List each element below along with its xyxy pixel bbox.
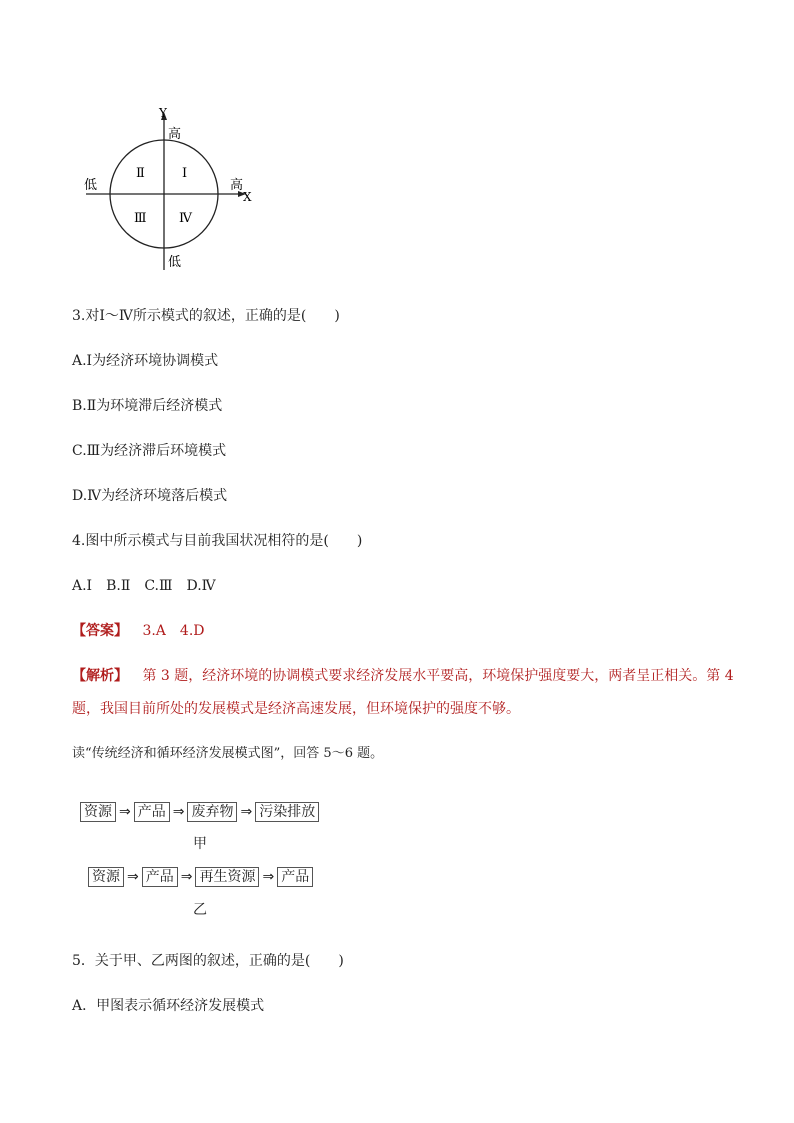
x-axis-label: X <box>243 190 252 204</box>
x-high-label: 高 <box>230 178 244 193</box>
answer-tag: 【答案】 <box>72 623 128 639</box>
flow-yi-caption: 乙 <box>193 902 207 918</box>
flow-jia-caption: 甲 <box>193 836 207 852</box>
section-intro: 读“传统经济和循环经济发展模式图”，回答 5～6 题。 <box>72 746 384 761</box>
analysis-line-1 <box>72 666 734 686</box>
analysis-line-2: 题，我国目前所处的发展模式是经济高速发展，但环境保护的强度不够。 <box>72 701 520 717</box>
quadrant-3-label: Ⅲ <box>134 211 147 226</box>
x-low-label: 低 <box>84 178 98 193</box>
quadrant-2-label: Ⅱ <box>136 166 145 181</box>
y-high-label: 高 <box>168 127 182 142</box>
quadrant-diagram <box>80 100 270 280</box>
flow-yi-arrow-2: ⇒ <box>180 869 193 885</box>
flow-jia-arrow-2: ⇒ <box>172 804 185 820</box>
analysis-text-1: 第 3 题，经济环境的协调模式要求经济发展水平要高，环境保护强度要大，两者呈正相关。第 4 <box>142 668 734 684</box>
question-4-stem: 4.图中所示模式与目前我国状况相符的是( ) <box>72 533 363 549</box>
question-3-option-c: C.Ⅲ为经济滞后环境模式 <box>72 443 227 459</box>
quadrant-4-label: Ⅳ <box>179 211 192 226</box>
flow-jia-box-3: 废弃物 <box>187 802 237 822</box>
flow-yi-box-2: 产品 <box>142 867 178 887</box>
flow-yi-box-3: 再生资源 <box>195 867 259 887</box>
answer-line <box>72 621 205 641</box>
flow-jia-box-1: 资源 <box>80 802 116 822</box>
flow-jia-arrow-1: ⇒ <box>119 804 131 820</box>
flow-jia-arrow-3: ⇒ <box>240 804 253 820</box>
flow-yi-box-1: 资源 <box>88 867 124 887</box>
answer-text: 3.A 4.D <box>142 623 205 639</box>
question-5-stem: 5．关于甲、乙两图的叙述，正确的是( ) <box>72 953 344 969</box>
flow-yi-arrow-1: ⇒ <box>127 869 139 885</box>
y-axis-label: Y <box>159 106 167 120</box>
question-3-option-a: A.Ⅰ为经济环境协调模式 <box>72 353 219 369</box>
question-3-stem: 3.对Ⅰ～Ⅳ所示模式的叙述，正确的是( ) <box>72 308 340 324</box>
flow-jia-box-2: 产品 <box>134 802 170 822</box>
flow-yi-arrow-3: ⇒ <box>262 869 275 885</box>
flow-yi-box-4: 产品 <box>277 867 313 887</box>
question-4-options: A.Ⅰ B.Ⅱ C.Ⅲ D.Ⅳ <box>72 578 216 594</box>
analysis-tag: 【解析】 <box>72 668 128 684</box>
y-low-label: 低 <box>168 255 182 270</box>
quadrant-1-label: Ⅰ <box>182 166 188 181</box>
question-3-option-b: B.Ⅱ为环境滞后经济模式 <box>72 398 223 414</box>
question-3-option-d: D.Ⅳ为经济环境落后模式 <box>72 488 228 504</box>
flow-diagram-jia <box>80 801 319 822</box>
flow-diagram-yi <box>88 866 313 887</box>
flow-jia-box-4: 污染排放 <box>255 802 319 822</box>
question-5-option-a: A．甲图表示循环经济发展模式 <box>72 998 265 1014</box>
